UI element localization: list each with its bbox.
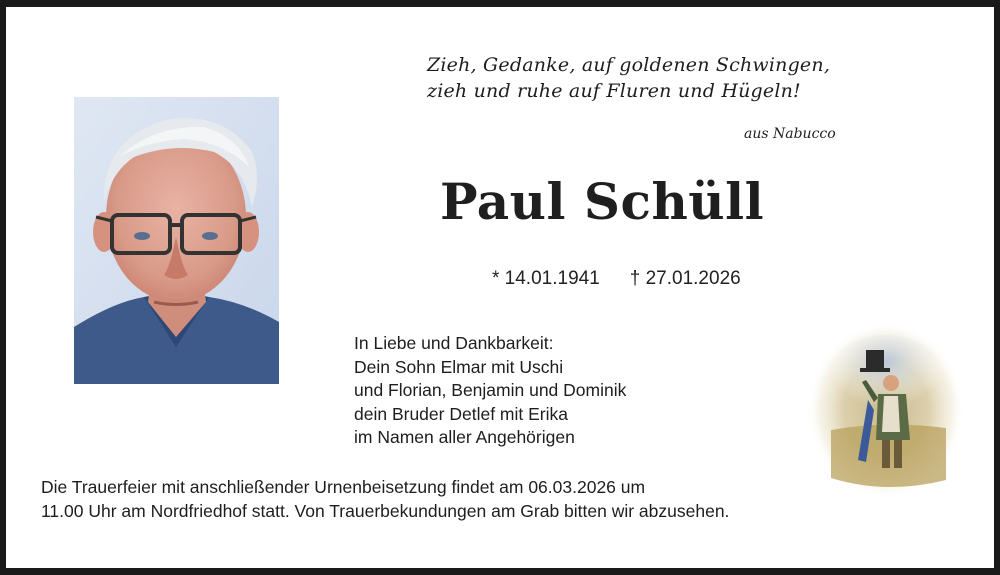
funeral-notice — [41, 476, 729, 523]
mourners-line: Dein Sohn Elmar mit Uschi — [354, 356, 564, 377]
obituary-card — [6, 7, 994, 568]
notice-line: 11.00 Uhr am Nordfriedhof statt. Von Trauerbekundungen am Grab bitten wir abzusehen. — [41, 500, 730, 521]
mourners-list — [354, 332, 626, 450]
deceased-name: Paul Schüll — [440, 172, 765, 231]
notice-line: Die Trauerfeier mit anschließender Urnenbeisetzung findet am 06.03.2026 um — [41, 477, 646, 497]
death-date: † 27.01.2026 — [629, 268, 741, 289]
nabucco-vignette-image — [806, 320, 966, 500]
quote-line: Zieh, Gedanke, auf goldenen Schwingen, — [427, 54, 831, 76]
quote — [427, 52, 831, 104]
mourners-line: im Namen aller Angehörigen — [354, 427, 575, 447]
mourners-line: In Liebe und Dankbarkeit: — [354, 333, 554, 353]
portrait-photo — [74, 97, 279, 384]
mourners-line: dein Bruder Detlef mit Erika — [354, 403, 568, 424]
life-dates — [492, 268, 741, 290]
quote-line: zieh und ruhe auf Fluren und Hügeln! — [427, 80, 801, 102]
birth-date: * 14.01.1941 — [492, 268, 600, 289]
mourners-line: und Florian, Benjamin und Dominik — [354, 380, 627, 400]
quote-source: aus Nabucco — [744, 126, 836, 142]
